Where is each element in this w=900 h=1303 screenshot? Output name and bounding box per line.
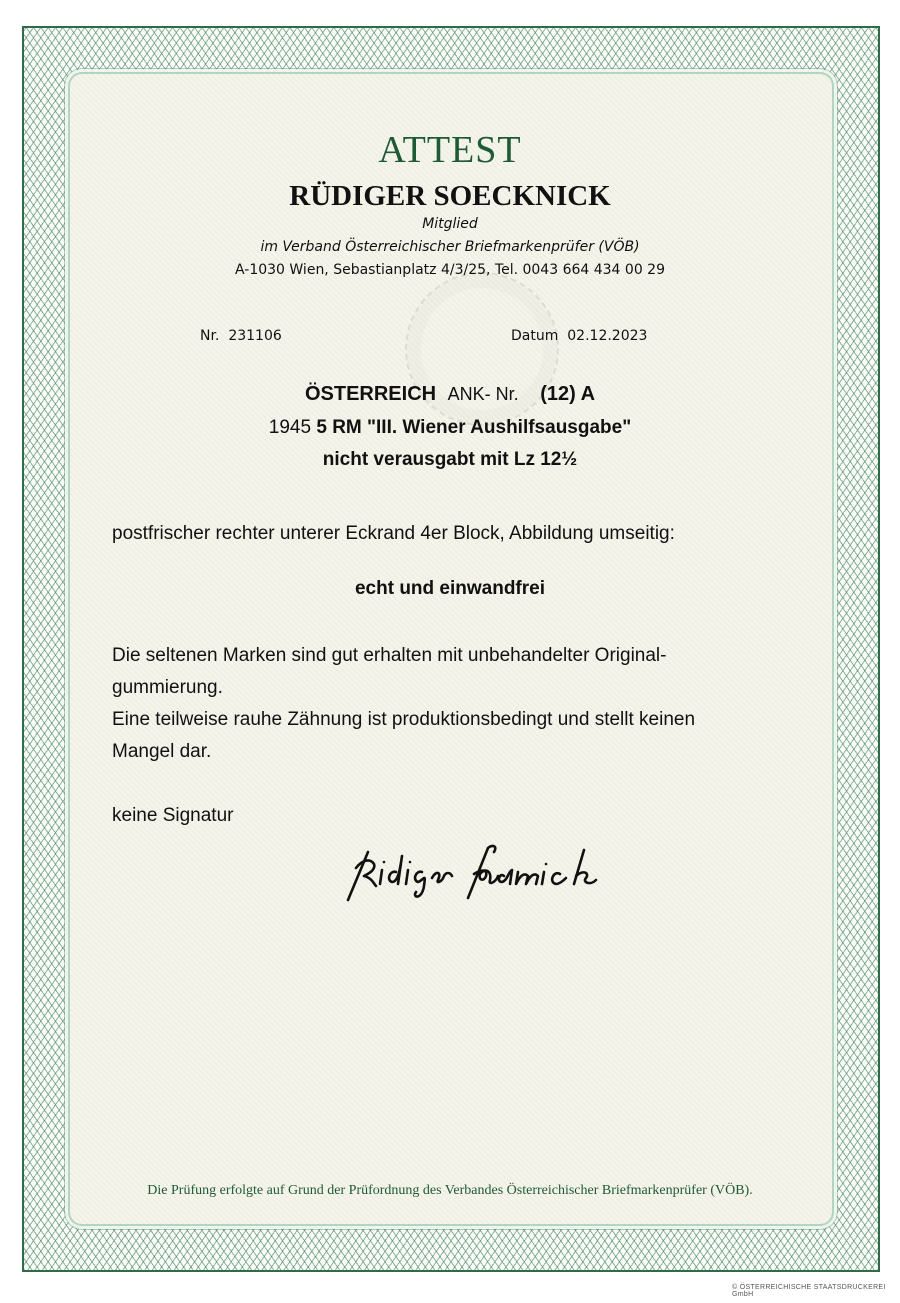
- certificate-number-label: Nr.: [200, 328, 220, 344]
- condition-paragraph: [112, 640, 792, 768]
- date-label: Datum: [511, 328, 559, 344]
- date-value: 02.12.2023: [567, 328, 648, 344]
- item-description: postfrischer rechter unterer Eckrand 4er Block, Abbildung umseitig:: [112, 523, 675, 544]
- certificate-date: [511, 328, 647, 344]
- paragraph-line: gummierung.: [112, 677, 223, 698]
- verdict: echt und einwandfrei: [354, 578, 546, 599]
- signature-note: keine Signatur: [112, 805, 234, 826]
- examiner-name: RÜDIGER SOECKNICK: [289, 180, 611, 212]
- examination-footer: Die Prüfung erfolgte auf Grund der Prüfordnung des Verbandes Österreichischer Briefmarkenprüfer (VÖB).: [147, 1183, 753, 1198]
- certificate-title: ATTEST: [378, 129, 522, 171]
- printer-imprint: © ÖSTERREICHISCHE STAATSDRUCKEREI GmbH: [732, 1284, 886, 1298]
- certificate-number: [200, 328, 282, 344]
- association-name: im Verband Österreichischer Briefmarkenprüfer (VÖB): [260, 239, 640, 255]
- issue-year: 1945: [268, 417, 312, 438]
- country-catalog-line: [0, 383, 900, 406]
- certificate-number-value: 231106: [228, 328, 282, 344]
- handwritten-signature-icon: [338, 840, 608, 910]
- paragraph-line: Eine teilweise rauhe Zähnung ist produktionsbedingt und stellt keinen: [112, 709, 696, 730]
- membership-label: Mitglied: [422, 216, 478, 232]
- paragraph-line: Die seltenen Marken sind gut erhalten mit unbehandelter Original-: [112, 645, 667, 666]
- perforation-line: nicht verausgabt mit Lz 12½: [322, 449, 578, 470]
- catalog-number: (12) A: [540, 383, 596, 405]
- examiner-address: A-1030 Wien, Sebastianplatz 4/3/25, Tel. 0043 664 434 00 29: [235, 262, 665, 278]
- paragraph-line: Mangel dar.: [112, 741, 212, 762]
- country: ÖSTERREICH: [304, 383, 437, 405]
- issue-name: 5 RM "III. Wiener Aushilfsausgabe": [316, 417, 632, 438]
- issue-line: [0, 417, 900, 439]
- catalog-label: ANK- Nr.: [447, 384, 519, 404]
